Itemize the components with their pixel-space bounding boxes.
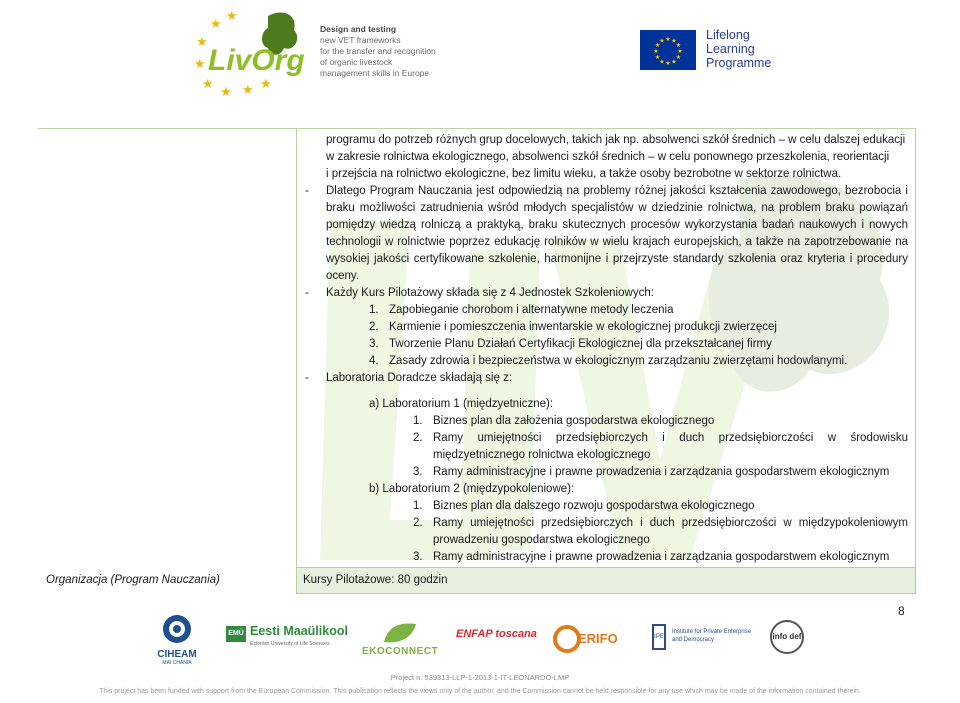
ekoconnect-logo [360,620,440,664]
lab-item: Ramy umiejętności przedsiębiorczych i duch przedsiębiorczości w środowisku międzyetnicznego rolnictwa ekologicznego [433,432,908,461]
llp-text [706,28,826,70]
ciheam-logo [152,614,202,666]
unit-item: Zasady zdrowia i bezpieczeństwa w ekologicznym zarządzaniu zwierzętami hodowlanymi. [389,355,848,367]
page-header [0,0,960,110]
svg-text:★: ★ [675,42,682,49]
unit-number: 4. [369,355,379,367]
ciheam-sub: MAI CHANIA [162,660,192,666]
unit-number: 2. [369,321,379,333]
eesti-sub: Estonian University of Life Sciences [250,641,330,647]
svg-text:★: ★ [220,85,232,96]
erifo-logo [552,624,622,654]
tagline-line: management skills in Europe [320,68,430,78]
svg-text:★: ★ [242,83,254,96]
lab-item-number: 2. [413,517,423,529]
unit-item: Karmienie i pomieszczenia inwentarskie w ekologicznej produkcji zwierzęcej [389,321,777,333]
unit-item: Tworzenie Planu Działań Certyfikacji Ekologicznej dla przekształcanej firmy [389,338,772,350]
svg-text:★: ★ [665,36,671,43]
llp-line: Programme [706,56,772,70]
project-number: Project n. 539313-LLP-1-2013-1-IT-LEONARDO-LMP [390,673,570,682]
lab-item: Ramy umiejętności przedsiębiorczych i duch przedsiębiorczości w międzypokoleniowym prowadzeniu gospodarstwa ekologicznego [433,517,908,546]
eu-disclaimer: This project has been funded with support from the European Commission. This publication reflects the views only of the author, and the Commission cannot be held responsible for any use which may be made of the information contained therein. [99,688,861,695]
svg-text:★: ★ [654,54,661,61]
unit-number: 3. [369,338,379,350]
tagline [320,24,470,79]
unit-number: 1. [369,304,379,316]
svg-text:★: ★ [675,54,682,61]
eesti-text: Eesti Maaülikool [250,624,348,638]
tagline-line: new VET frameworks [320,35,401,45]
ipe-text [672,628,751,644]
lab-item-number: 2. [413,432,423,444]
svg-text:★: ★ [194,57,206,72]
eu-flag-icon [640,30,696,70]
svg-text:★: ★ [659,37,665,45]
lab-item-number: 3. [413,551,423,563]
svg-text:★: ★ [654,42,661,49]
svg-text:★: ★ [665,60,671,67]
ipe-line: Institute for Private Enterprise [672,629,752,635]
svg-text:★: ★ [260,77,272,92]
livorg-logo-text: LivOrg [208,44,305,77]
tagline-line: of organic livestock [320,57,393,67]
ipe-logo [652,624,752,654]
intro-line: i przejścia na rolnictwo ekologiczne, bez limitu wieku, a także osoby bezrobotne w sektorze rolnictwa. [326,168,842,180]
svg-text:★: ★ [210,17,222,32]
row-value: Kursy Pilotażowe: 80 godzin [303,574,448,586]
svg-text:★: ★ [196,35,208,50]
llp-line: Lifelong [706,28,750,42]
llp-line: Learning [706,42,755,56]
lab-a-title: a) Laboratorium 1 (międzyetniczne): [369,398,554,410]
lab-item-number: 3. [413,466,423,478]
ekoconnect-leaf-icon [380,620,420,644]
labs-heading: Laboratoria Doradcze składają się z: [326,372,513,384]
ipe-line: and Democracy [672,637,715,643]
svg-text:★: ★ [671,37,677,45]
partner-logos [0,610,960,670]
eesti-logo [226,624,348,654]
svg-text:★: ★ [671,58,677,66]
svg-text:★: ★ [226,9,238,24]
lab-item: Ramy administracyjne i prawne prowadzenia i zarządzania gospodarstwem ekologicznym [433,551,890,563]
lab-item-number: 1. [413,500,423,512]
intro-line: programu do potrzeb różnych grup docelowych, takich jak np. absolwenci szkół średnich – w celu dalszej edukacji [326,134,906,146]
program-paragraph: Dlatego Program Nauczania jest odpowiedzią na problemy różnej jakości kształcenia zawodowego, bezrobocia i braku możliwości zatrudnienia wśród młodych specjalistów w dziedzinie rolnictwa, na problem braku powiązań pomiędzy wiedzą rolniczą a praktyką, braku skutecznych procesów wykorzystania badań naukowych i nowych technologii w rolnictwie poprzez edukację rolników w wielu krajach europejskich, a także na zapotrzebowanie na wysokiej jakości certyfikowane szkolenie, harmonijne i przejrzyste standardy szkolenia oraz kryteria i procedury oceny. [326,185,908,282]
page-number: 8 [898,604,905,618]
lab-item: Biznes plan dla dalszego rozwoju gospodarstwa ekologicznego [433,500,755,512]
content-cell [296,129,916,567]
erifo-text: ERIFO [578,631,618,646]
emu-badge: EMÜ [226,626,246,642]
svg-text:★: ★ [677,48,683,55]
lab-b-title: b) Laboratorium 2 (międzypokoleniowe): [369,483,575,495]
svg-text:★: ★ [202,77,214,92]
ekoconnect-text: EKOCONNECT [361,646,439,657]
enfap-logo: ENFAP toscana [456,628,537,640]
ciheam-text: CIHEAM [157,649,197,660]
tagline-line: Design and testing [320,24,397,34]
label-column [38,129,296,594]
bullet-dash: - [305,372,309,384]
lab-item: Biznes plan dla założenia gospodarstwa ekologicznego [433,415,715,427]
bullet-dash: - [305,185,309,197]
svg-text:★: ★ [653,48,659,55]
infodef-logo: info def [770,620,804,654]
livorg-logo [190,8,308,96]
courses-heading: Każdy Kurs Pilotażowy składa się z 4 Jednostek Szkoleniowych: [326,287,654,299]
row-label: Organizacja (Program Nauczania) [46,574,220,586]
lab-item: Ramy administracyjne i prawne prowadzenia i zarządzania gospodarstwem ekologicznym [433,466,890,478]
tagline-line: for the transfer and recognition [320,46,436,56]
intro-line: w zakresie rolnictwa ekologicznego, absolwenci szkół średnich – w celu ponownego przeszkolenia, reorientacji [326,151,890,163]
bullet-dash: - [305,287,309,299]
curriculum-table [38,128,916,593]
svg-text:★: ★ [659,58,665,66]
lab-item-number: 1. [413,415,423,427]
row-value-cell [296,567,916,594]
unit-item: Zapobieganie chorobom i alternatywne metody leczenia [389,304,674,316]
ciheam-emblem-icon [152,614,202,644]
ipe-mark: IPE [652,624,666,650]
